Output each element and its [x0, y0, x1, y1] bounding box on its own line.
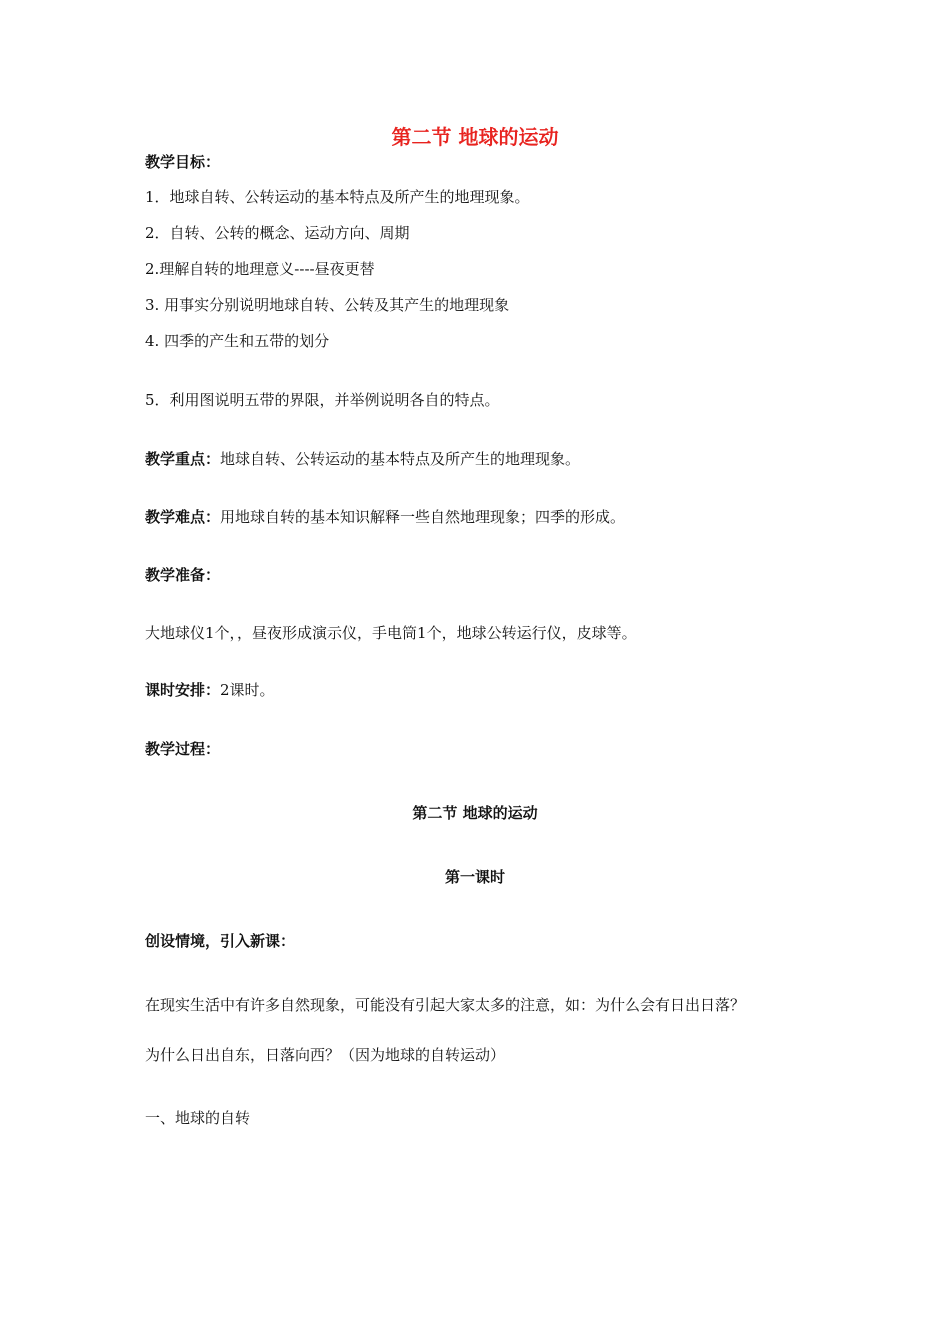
objective-item: 1．地球自转、公转运动的基本特点及所产生的地理现象。 [145, 188, 530, 206]
key-point-label: 教学重点： [145, 450, 221, 468]
preparation-heading: 教学准备： [145, 566, 221, 584]
schedule-label: 课时安排： [145, 681, 221, 699]
objective-item: 3. 用事实分别说明地球自转、公转及其产生的地理现象 [145, 296, 510, 314]
key-point-text: 地球自转、公转运动的基本特点及所产生的地理现象。 [220, 450, 581, 468]
schedule-text: 2课时。 [220, 681, 275, 699]
objective-item: 2．自转、公转的概念、运动方向、周期 [145, 224, 410, 242]
preparation-text: 大地球仪1个，，昼夜形成演示仪，手电筒1个，地球公转运行仪，皮球等。 [145, 624, 637, 642]
difficulty-label: 教学难点： [145, 508, 221, 526]
part-one-heading: 一、地球的自转 [145, 1109, 251, 1127]
lesson-title: 第一课时 [444, 868, 505, 886]
intro-line: 为什么日出自东，日落向西？（因为地球的自转运动） [145, 1046, 506, 1064]
key-point [145, 449, 580, 469]
document-title: 第二节 地球的运动 [391, 125, 559, 149]
schedule [145, 680, 275, 700]
objective-item: 5．利用图说明五带的界限，并举例说明各自的特点。 [145, 391, 500, 409]
objective-item: 4. 四季的产生和五带的划分 [145, 332, 330, 350]
intro-heading: 创设情境，引入新课： [145, 932, 296, 950]
section-title: 第二节 地球的运动 [412, 804, 538, 822]
difficulty [145, 507, 625, 527]
process-heading: 教学过程： [145, 740, 221, 758]
objectives-heading: 教学目标： [145, 153, 221, 171]
intro-line: 在现实生活中有许多自然现象，可能没有引起大家太多的注意，如：为什么会有日出日落？ [145, 996, 746, 1014]
difficulty-text: 用地球自转的基本知识解释一些自然地理现象；四季的形成。 [220, 508, 626, 526]
objective-item: 2.理解自转的地理意义----昼夜更替 [145, 260, 375, 278]
